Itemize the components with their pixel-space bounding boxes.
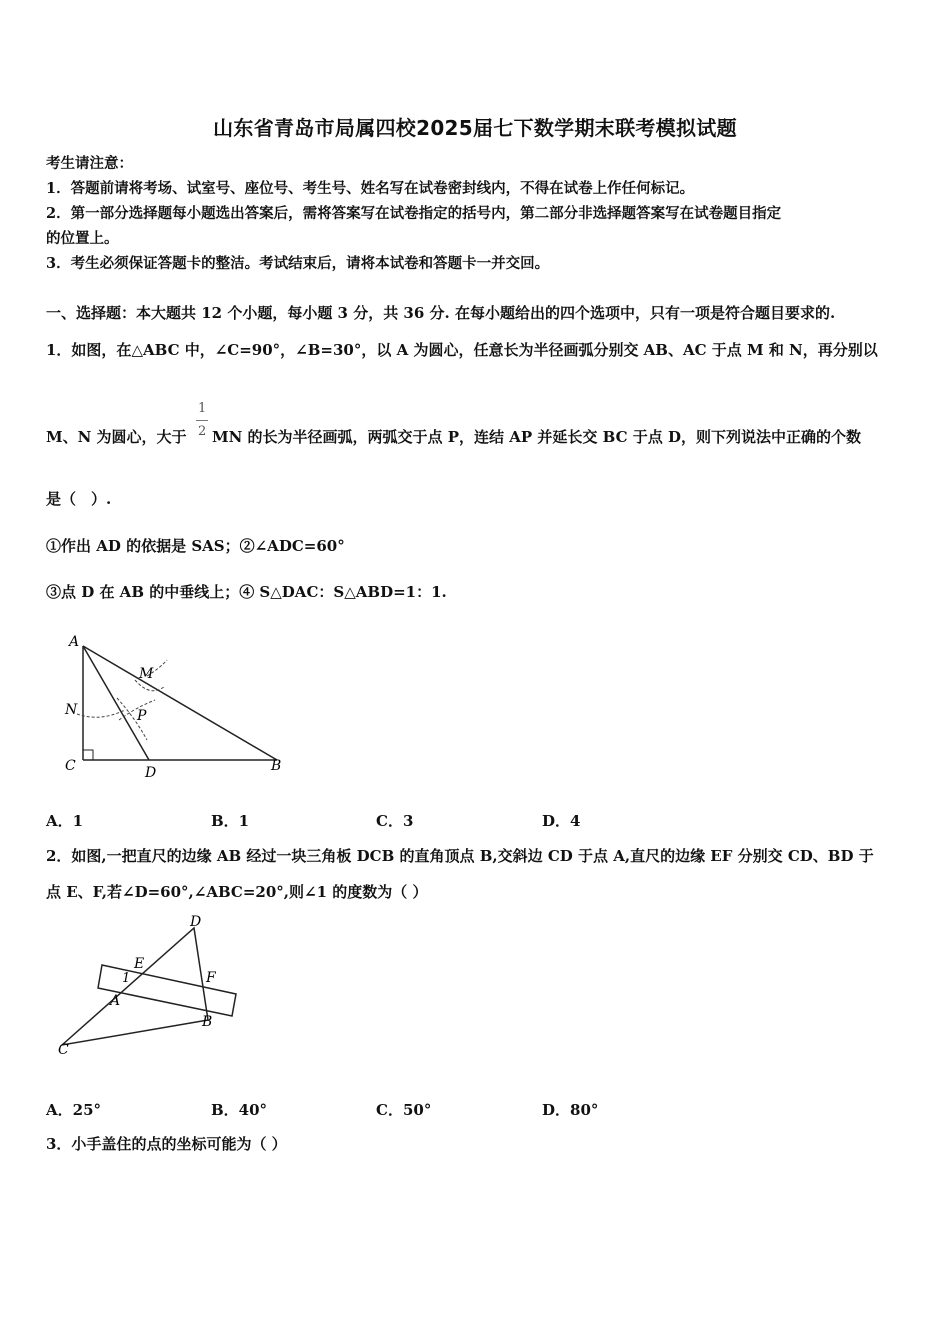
q1-triangle-figure — [55, 628, 295, 788]
q1-option-c[interactable]: C．3 — [376, 812, 414, 830]
q2-line1: 2．如图,一把直尺的边缘 AB 经过一块三角板 DCB 的直角顶点 B,交斜边 CD 于点 A,直尺的边缘 EF 分别交 CD、BD 于 — [46, 847, 874, 865]
q1-label-b: B — [271, 758, 282, 774]
q2-option-c[interactable]: C．50° — [376, 1101, 432, 1119]
section-heading: 一、选择题：本大题共 12 个小题，每小题 3 分，共 36 分. 在每小题给出的四个选项中，只有一项是符合题目要求的. — [46, 304, 836, 322]
q1-line2-post: MN 的长为半径画弧，两弧交于点 P，连结 AP 并延长交 BC 于点 D，则下列说法中正确的个数 — [212, 428, 861, 446]
q1-statement-3-4: ③点 D 在 AB 的中垂线上；④ S△DAC：S△ABD=1：1. — [46, 583, 447, 601]
q1-segment-ad — [83, 646, 149, 760]
q1-arc-n — [77, 710, 125, 717]
q1-line3: 是（ ）. — [46, 490, 112, 508]
notice-item-3: 3．考生必须保证答题卡的整洁。考试结束后，请将本试卷和答题卡一并交回。 — [46, 255, 550, 272]
q2-label-e: E — [134, 956, 145, 972]
page-title: 山东省青岛市局属四校2025届七下数学期末联考模拟试题 — [213, 116, 737, 140]
q2-label-a: A — [110, 993, 121, 1009]
q2-label-b: B — [202, 1014, 213, 1030]
q2-option-b[interactable]: B．40° — [211, 1101, 268, 1119]
q3-line1: 3．小手盖住的点的坐标可能为（ ） — [46, 1135, 287, 1153]
q2-label-f: F — [206, 970, 216, 986]
q1-line2-pre: M、N 为圆心，大于 — [46, 428, 187, 446]
q1-label-a: A — [69, 634, 80, 650]
q2-triangle-dcb — [62, 928, 208, 1045]
q2-label-angle-1: 1 — [122, 971, 131, 986]
q1-label-p: P — [137, 708, 147, 724]
q1-option-d[interactable]: D．4 — [542, 812, 581, 830]
q1-label-c: C — [65, 758, 76, 774]
q2-ruler-triangle-figure — [50, 910, 250, 1060]
q2-line2: 点 E、F,若∠D=60°,∠ABC=20°,则∠1 的度数为（ ） — [46, 883, 428, 901]
q1-label-n: N — [65, 702, 78, 718]
q1-option-b[interactable]: B．1 — [211, 812, 250, 830]
q2-option-a[interactable]: A．25° — [46, 1101, 102, 1119]
q1-side-ab — [83, 646, 277, 760]
q1-option-a[interactable]: A．1 — [46, 812, 84, 830]
notice-item-2-cont: 的位置上。 — [46, 230, 119, 247]
q1-label-m: M — [139, 666, 154, 682]
q1-statement-1-2: ①作出 AD 的依据是 SAS；②∠ADC=60° — [46, 537, 345, 555]
q1-frac-num: 1 — [198, 401, 207, 416]
q1-label-d: D — [145, 765, 157, 781]
q2-label-d: D — [190, 914, 202, 930]
notice-item-2: 2．第一部分选择题每小题选出答案后，需将答案写在试卷指定的括号内，第二部分非选择题答案写在试卷题目指定 — [46, 205, 782, 222]
q1-line1: 1．如图，在△ABC 中，∠C=90°，∠B=30°，以 A 为圆心，任意长为半径画弧分别交 AB、AC 于点 M 和 N，再分别以 — [46, 341, 878, 359]
notice-heading: 考生请注意： — [46, 155, 133, 172]
q1-frac-den: 2 — [198, 424, 207, 439]
q1-right-angle-mark — [83, 750, 93, 760]
q2-label-c: C — [58, 1042, 69, 1058]
notice-item-1: 1．答题前请将考场、试室号、座位号、考生号、姓名写在试卷密封线内，不得在试卷上作任何标记。 — [46, 180, 695, 197]
q2-option-d[interactable]: D．80° — [542, 1101, 599, 1119]
q1-frac-bar — [196, 420, 208, 421]
